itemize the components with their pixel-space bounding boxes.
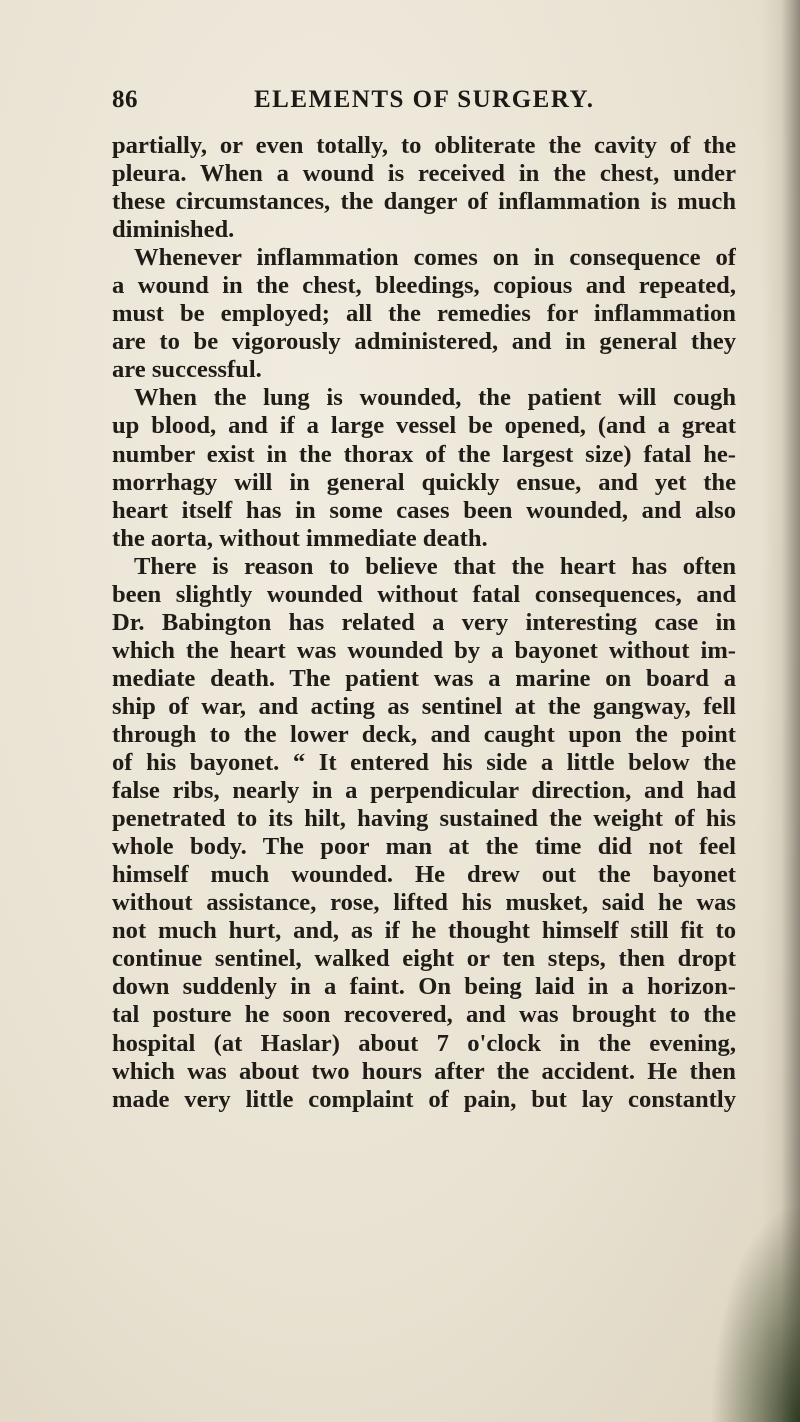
text-line: which was about two hours after the accident. He then: [112, 1057, 736, 1085]
text-line: are to be vigorously administered, and in general they: [112, 328, 736, 356]
text-line: hospital (at Haslar) about 7 o'clock in the evening,: [112, 1029, 736, 1057]
text-line: which the heart was wounded by a bayonet without im-: [112, 636, 736, 664]
paragraph-start-line: When the lung is wounded, the patient will cough: [134, 384, 736, 412]
page-header: [112, 86, 712, 122]
text-line: Dr. Babington has related a very interesting case in: [112, 608, 736, 636]
text-line: of his bayonet. “ It entered his side a little below the: [112, 749, 736, 777]
text-line: through to the lower deck, and caught upon the point: [112, 720, 736, 748]
text-line: up blood, and if a large vessel be opened, (and a great: [112, 412, 736, 440]
text-line: continue sentinel, walked eight or ten steps, then dropt: [112, 945, 736, 973]
text-line: diminished.: [112, 216, 235, 244]
text-line: tal posture he soon recovered, and was brought to the: [112, 1001, 736, 1029]
text-line: down suddenly in a faint. On being laid in a horizon-: [112, 973, 736, 1001]
page-corner-stain: [710, 1202, 800, 1422]
paragraph-start-line: There is reason to believe that the heart has often: [134, 552, 736, 580]
text-line: morrhagy will in general quickly ensue, and yet the: [112, 468, 736, 496]
text-line: number exist in the thorax of the largest size) fatal he-: [112, 440, 736, 468]
text-line: not much hurt, and, as if he thought himself still fit to: [112, 917, 736, 945]
text-line: made very little complaint of pain, but lay constantly: [112, 1085, 736, 1113]
text-line: been slightly wounded without fatal consequences, and: [112, 580, 736, 608]
paragraph-start-line: Whenever inflammation comes on in consequence of: [134, 244, 736, 272]
text-line: pleura. When a wound is received in the chest, under: [112, 160, 736, 188]
page-number: 86: [112, 86, 138, 113]
text-line: penetrated to its hilt, having sustained the weight of his: [112, 805, 736, 833]
text-line: a wound in the chest, bleedings, copious and repeated,: [112, 272, 736, 300]
text-line: these circumstances, the danger of inflammation is much: [112, 188, 736, 216]
text-line: false ribs, nearly in a perpendicular direction, and had: [112, 777, 736, 805]
text-line: himself much wounded. He drew out the bayonet: [112, 861, 736, 889]
text-line: ship of war, and acting as sentinel at the gangway, fell: [112, 692, 736, 720]
text-line: mediate death. The patient was a marine on board a: [112, 664, 736, 692]
text-line: the aorta, without immediate death.: [112, 524, 488, 552]
text-line: whole body. The poor man at the time did not feel: [112, 833, 736, 861]
body-text: [112, 132, 736, 1114]
text-line: without assistance, rose, lifted his musket, said he was: [112, 889, 736, 917]
text-line: are successful.: [112, 356, 262, 384]
text-line: must be employed; all the remedies for inflammation: [112, 300, 736, 328]
running-head: ELEMENTS OF SURGERY.: [254, 86, 595, 113]
text-line: heart itself has in some cases been wounded, and also: [112, 496, 736, 524]
text-line: partially, or even totally, to obliterate the cavity of the: [112, 132, 736, 159]
